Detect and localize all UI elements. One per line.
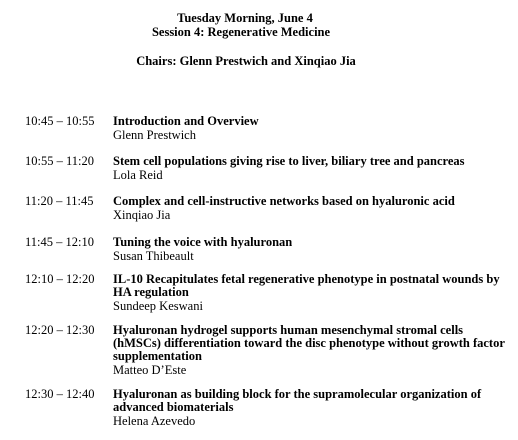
- talk-title: IL-10 Recapitulates fetal regenerative phenotype in postnatal wounds by HA regulation: [113, 272, 500, 299]
- session-title: Session 4: Regenerative Medicine: [151, 25, 331, 39]
- schedule-time: 10:45 – 10:55: [25, 114, 95, 128]
- talk-speaker: Helena Azevedo: [113, 414, 196, 428]
- schedule-content: [113, 195, 513, 222]
- schedule-time: 12:10 – 12:20: [25, 272, 95, 286]
- schedule-content: [113, 324, 513, 377]
- talk-speaker: Xinqiao Jia: [113, 208, 171, 222]
- schedule-time: 11:20 – 11:45: [25, 194, 94, 208]
- session-day: Tuesday Morning, June 4: [177, 11, 313, 25]
- talk-speaker: Sundeep Keswani: [113, 299, 203, 313]
- talk-title: Hyaluronan as building block for the supramolecular organization of advanced biomaterials: [113, 387, 482, 414]
- schedule-content: [113, 155, 513, 182]
- talk-title: Complex and cell-instructive networks based on hyaluronic acid: [113, 194, 455, 208]
- schedule-time: 12:20 – 12:30: [25, 323, 95, 337]
- schedule-content: [113, 236, 513, 263]
- session-chairs: Chairs: Glenn Prestwich and Xinqiao Jia: [136, 54, 356, 68]
- schedule-time: 12:30 – 12:40: [25, 387, 95, 401]
- schedule-time: 10:55 – 11:20: [25, 154, 94, 168]
- talk-title: Hyaluronan hydrogel supports human mesenchymal stromal cells (hMSCs) differentiation toward the disc phenotype without growth factor supplementation: [113, 323, 505, 363]
- schedule-content: [113, 388, 513, 428]
- talk-speaker: Matteo D’Este: [113, 363, 187, 377]
- talk-title: Introduction and Overview: [113, 114, 259, 128]
- talk-speaker: Glenn Prestwich: [113, 128, 196, 142]
- schedule-time: 11:45 – 12:10: [25, 235, 94, 249]
- talk-speaker: Susan Thibeault: [113, 249, 194, 263]
- schedule-content: [113, 115, 513, 142]
- schedule-content: [113, 273, 513, 313]
- talk-speaker: Lola Reid: [113, 168, 163, 182]
- talk-title: Stem cell populations giving rise to liver, biliary tree and pancreas: [113, 154, 465, 168]
- talk-title: Tuning the voice with hyaluronan: [113, 235, 293, 249]
